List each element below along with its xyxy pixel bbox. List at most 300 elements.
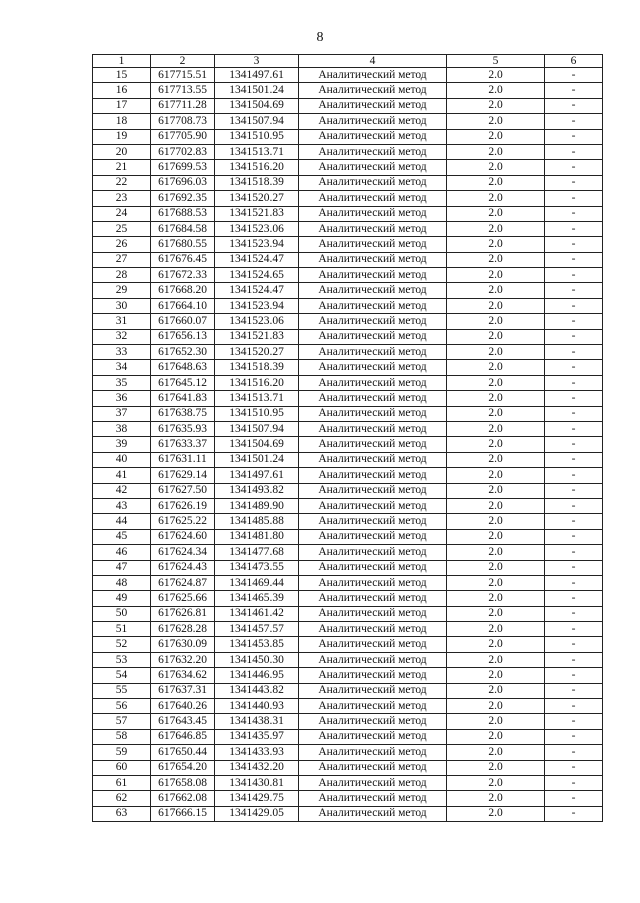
table-cell: 2.0 xyxy=(447,575,545,590)
table-cell: Аналитический метод xyxy=(299,452,447,467)
page-number: 8 xyxy=(316,30,324,45)
table-cell: 50 xyxy=(93,606,151,621)
table-cell: Аналитический метод xyxy=(299,775,447,790)
table-cell: 2.0 xyxy=(447,129,545,144)
table-cell: 617626.19 xyxy=(151,498,215,513)
table-cell: 617624.87 xyxy=(151,575,215,590)
table-cell: 1341501.24 xyxy=(215,452,299,467)
table-cell: 1341504.69 xyxy=(215,98,299,113)
table-cell: 617711.28 xyxy=(151,98,215,113)
table-cell: 1341446.95 xyxy=(215,668,299,683)
table-cell: 2.0 xyxy=(447,652,545,667)
table-cell: Аналитический метод xyxy=(299,314,447,329)
table-cell: Аналитический метод xyxy=(299,483,447,498)
table-cell: 1341432.20 xyxy=(215,760,299,775)
table-cell: 1341507.94 xyxy=(215,114,299,129)
table-cell: Аналитический метод xyxy=(299,191,447,206)
table-row xyxy=(93,806,603,821)
table-cell: Аналитический метод xyxy=(299,360,447,375)
table-row xyxy=(93,421,603,436)
table-cell: 1341450.30 xyxy=(215,652,299,667)
table-cell: Аналитический метод xyxy=(299,421,447,436)
table-cell: - xyxy=(545,606,603,621)
table-cell: 49 xyxy=(93,591,151,606)
table-cell: 1341469.44 xyxy=(215,575,299,590)
table-cell: 617666.15 xyxy=(151,806,215,821)
table-cell: - xyxy=(545,775,603,790)
table-cell: - xyxy=(545,191,603,206)
table-cell: Аналитический метод xyxy=(299,298,447,313)
table-cell: 2.0 xyxy=(447,268,545,283)
table-cell: 33 xyxy=(93,345,151,360)
table-cell: 1341510.95 xyxy=(215,129,299,144)
table-cell: - xyxy=(545,298,603,313)
table-header-row xyxy=(93,55,603,68)
table-cell: - xyxy=(545,575,603,590)
table-cell: 34 xyxy=(93,360,151,375)
table-cell: Аналитический метод xyxy=(299,68,447,83)
table-cell: 2.0 xyxy=(447,68,545,83)
table-row xyxy=(93,406,603,421)
table-cell: - xyxy=(545,652,603,667)
table-cell: 1341507.94 xyxy=(215,421,299,436)
table-cell: - xyxy=(545,144,603,159)
table-cell: 2.0 xyxy=(447,421,545,436)
table-cell: 617646.85 xyxy=(151,729,215,744)
table-cell: Аналитический метод xyxy=(299,622,447,637)
table-cell: 59 xyxy=(93,745,151,760)
table-row xyxy=(93,560,603,575)
table-cell: - xyxy=(545,329,603,344)
table-row xyxy=(93,652,603,667)
table-cell: 617652.30 xyxy=(151,345,215,360)
table-cell: 617664.10 xyxy=(151,298,215,313)
table-cell: 2.0 xyxy=(447,375,545,390)
table-cell: 22 xyxy=(93,175,151,190)
table-cell: Аналитический метод xyxy=(299,745,447,760)
table-row xyxy=(93,237,603,252)
table-cell: - xyxy=(545,545,603,560)
table-cell: 2.0 xyxy=(447,160,545,175)
table-cell: - xyxy=(545,714,603,729)
table-row xyxy=(93,221,603,236)
table-cell: 617662.08 xyxy=(151,791,215,806)
table-cell: 2.0 xyxy=(447,144,545,159)
table-cell: 1341497.61 xyxy=(215,68,299,83)
table-cell: 19 xyxy=(93,129,151,144)
table-cell: 38 xyxy=(93,421,151,436)
table-cell: 1341523.06 xyxy=(215,314,299,329)
table-cell: - xyxy=(545,83,603,98)
table-cell: 617658.08 xyxy=(151,775,215,790)
table-cell: 2.0 xyxy=(447,314,545,329)
table-cell: 1341443.82 xyxy=(215,683,299,698)
table-cell: 617715.51 xyxy=(151,68,215,83)
table-cell: 617626.81 xyxy=(151,606,215,621)
table-cell: 617627.50 xyxy=(151,483,215,498)
table-cell: 26 xyxy=(93,237,151,252)
table-cell: Аналитический метод xyxy=(299,560,447,575)
table-cell: 2.0 xyxy=(447,699,545,714)
table-cell: Аналитический метод xyxy=(299,98,447,113)
table-cell: Аналитический метод xyxy=(299,206,447,221)
table-cell: - xyxy=(545,268,603,283)
table-row xyxy=(93,283,603,298)
table-cell: - xyxy=(545,683,603,698)
table-cell: 617634.62 xyxy=(151,668,215,683)
table-cell: 1341523.94 xyxy=(215,298,299,313)
table-cell: 24 xyxy=(93,206,151,221)
table-row xyxy=(93,160,603,175)
table-cell: Аналитический метод xyxy=(299,683,447,698)
table-cell: Аналитический метод xyxy=(299,375,447,390)
table-cell: 2.0 xyxy=(447,560,545,575)
table-cell: 617684.58 xyxy=(151,221,215,236)
table-row xyxy=(93,252,603,267)
table-cell: 617654.20 xyxy=(151,760,215,775)
table-cell: 1341435.97 xyxy=(215,729,299,744)
table-cell: 1341504.69 xyxy=(215,437,299,452)
table-cell: 15 xyxy=(93,68,151,83)
table-cell: 617641.83 xyxy=(151,391,215,406)
table-cell: Аналитический метод xyxy=(299,498,447,513)
table-cell: 617632.20 xyxy=(151,652,215,667)
table-cell: 1341513.71 xyxy=(215,144,299,159)
table-cell: 30 xyxy=(93,298,151,313)
table-cell: Аналитический метод xyxy=(299,575,447,590)
table-cell: 1341433.93 xyxy=(215,745,299,760)
table-row xyxy=(93,144,603,159)
table-cell: 23 xyxy=(93,191,151,206)
table-cell: 2.0 xyxy=(447,406,545,421)
table-cell: 51 xyxy=(93,622,151,637)
table-cell: 617696.03 xyxy=(151,175,215,190)
table-cell: - xyxy=(545,391,603,406)
table-cell: 2.0 xyxy=(447,360,545,375)
table-cell: Аналитический метод xyxy=(299,652,447,667)
table-cell: 2.0 xyxy=(447,714,545,729)
table-cell: Аналитический метод xyxy=(299,791,447,806)
table-cell: 2.0 xyxy=(447,545,545,560)
table-cell: 617699.53 xyxy=(151,160,215,175)
table-cell: 1341429.75 xyxy=(215,791,299,806)
table-cell: - xyxy=(545,806,603,821)
table-cell: 2.0 xyxy=(447,329,545,344)
table-cell: 46 xyxy=(93,545,151,560)
table-cell: 28 xyxy=(93,268,151,283)
table-row xyxy=(93,329,603,344)
table-row xyxy=(93,83,603,98)
table-cell: - xyxy=(545,791,603,806)
column-header: 3 xyxy=(215,55,299,68)
table-cell: Аналитический метод xyxy=(299,729,447,744)
table-cell: 53 xyxy=(93,652,151,667)
table-cell: 1341438.31 xyxy=(215,714,299,729)
table-cell: 1341524.47 xyxy=(215,283,299,298)
table-cell: 1341477.68 xyxy=(215,545,299,560)
table-cell: 54 xyxy=(93,668,151,683)
table-cell: 1341430.81 xyxy=(215,775,299,790)
table-cell: - xyxy=(545,591,603,606)
table-cell: Аналитический метод xyxy=(299,437,447,452)
table-cell: 617630.09 xyxy=(151,637,215,652)
table-cell: Аналитический метод xyxy=(299,760,447,775)
table-cell: 2.0 xyxy=(447,221,545,236)
table-cell: Аналитический метод xyxy=(299,668,447,683)
table-cell: 62 xyxy=(93,791,151,806)
table-row xyxy=(93,175,603,190)
table-cell: 617637.31 xyxy=(151,683,215,698)
table-cell: - xyxy=(545,668,603,683)
table-cell: 2.0 xyxy=(447,806,545,821)
table-cell: - xyxy=(545,360,603,375)
table-cell: 617680.55 xyxy=(151,237,215,252)
table-cell: 1341516.20 xyxy=(215,375,299,390)
table-cell: 32 xyxy=(93,329,151,344)
column-header: 4 xyxy=(299,55,447,68)
coordinates-table xyxy=(92,54,603,822)
table-cell: - xyxy=(545,175,603,190)
table-cell: 48 xyxy=(93,575,151,590)
table-row xyxy=(93,483,603,498)
table-cell: 39 xyxy=(93,437,151,452)
table-cell: 2.0 xyxy=(447,745,545,760)
table-cell: 2.0 xyxy=(447,391,545,406)
table-cell: 2.0 xyxy=(447,683,545,698)
table-row xyxy=(93,437,603,452)
table-cell: 16 xyxy=(93,83,151,98)
table-cell: Аналитический метод xyxy=(299,268,447,283)
table-cell: 2.0 xyxy=(447,775,545,790)
table-cell: 20 xyxy=(93,144,151,159)
table-cell: 40 xyxy=(93,452,151,467)
table-cell: 58 xyxy=(93,729,151,744)
table-cell: Аналитический метод xyxy=(299,468,447,483)
table-cell: 617672.33 xyxy=(151,268,215,283)
table-cell: 2.0 xyxy=(447,206,545,221)
table-cell: 617643.45 xyxy=(151,714,215,729)
table-cell: 2.0 xyxy=(447,298,545,313)
table-row xyxy=(93,468,603,483)
table-cell: - xyxy=(545,560,603,575)
table-cell: 1341524.65 xyxy=(215,268,299,283)
table-cell: - xyxy=(545,529,603,544)
table-cell: 1341516.20 xyxy=(215,160,299,175)
table-cell: Аналитический метод xyxy=(299,144,447,159)
table-cell: 36 xyxy=(93,391,151,406)
table-cell: 1341493.82 xyxy=(215,483,299,498)
table-row xyxy=(93,360,603,375)
table-cell: 2.0 xyxy=(447,98,545,113)
table-cell: Аналитический метод xyxy=(299,406,447,421)
table-cell: 1341485.88 xyxy=(215,514,299,529)
table-cell: - xyxy=(545,729,603,744)
table-cell: Аналитический метод xyxy=(299,714,447,729)
table-cell: 18 xyxy=(93,114,151,129)
column-header: 1 xyxy=(93,55,151,68)
table-cell: Аналитический метод xyxy=(299,114,447,129)
table-cell: 1341481.80 xyxy=(215,529,299,544)
table-cell: 1341523.06 xyxy=(215,221,299,236)
table-cell: 617625.22 xyxy=(151,514,215,529)
table-cell: - xyxy=(545,283,603,298)
table-cell: 55 xyxy=(93,683,151,698)
table-cell: - xyxy=(545,237,603,252)
table-cell: 2.0 xyxy=(447,452,545,467)
table-row xyxy=(93,775,603,790)
table-cell: 617640.26 xyxy=(151,699,215,714)
table-cell: 1341429.05 xyxy=(215,806,299,821)
table-cell: - xyxy=(545,129,603,144)
table-row xyxy=(93,714,603,729)
table-cell: - xyxy=(545,221,603,236)
table-cell: 617660.07 xyxy=(151,314,215,329)
table-cell: 1341501.24 xyxy=(215,83,299,98)
table-cell: - xyxy=(545,699,603,714)
table-cell: 617688.53 xyxy=(151,206,215,221)
table-cell: 29 xyxy=(93,283,151,298)
table-cell: - xyxy=(545,421,603,436)
table-cell: 31 xyxy=(93,314,151,329)
table-cell: 56 xyxy=(93,699,151,714)
table-cell: 617708.73 xyxy=(151,114,215,129)
table-cell: 35 xyxy=(93,375,151,390)
table-cell: 2.0 xyxy=(447,114,545,129)
table-cell: 617628.28 xyxy=(151,622,215,637)
table-cell: 1341518.39 xyxy=(215,360,299,375)
table-cell: 2.0 xyxy=(447,345,545,360)
table-row xyxy=(93,498,603,513)
table-cell: 27 xyxy=(93,252,151,267)
table-cell: Аналитический метод xyxy=(299,221,447,236)
column-header: 6 xyxy=(545,55,603,68)
table-row xyxy=(93,729,603,744)
table-row xyxy=(93,191,603,206)
table-cell: 1341513.71 xyxy=(215,391,299,406)
table-row xyxy=(93,452,603,467)
table-cell: 617624.34 xyxy=(151,545,215,560)
table-cell: 21 xyxy=(93,160,151,175)
table-cell: - xyxy=(545,98,603,113)
table-cell: 2.0 xyxy=(447,437,545,452)
table-cell: - xyxy=(545,114,603,129)
table-cell: - xyxy=(545,160,603,175)
table-cell: - xyxy=(545,483,603,498)
table-cell: 61 xyxy=(93,775,151,790)
table-cell: Аналитический метод xyxy=(299,329,447,344)
table-cell: Аналитический метод xyxy=(299,160,447,175)
table-row xyxy=(93,606,603,621)
table-cell: 2.0 xyxy=(447,729,545,744)
table-row xyxy=(93,268,603,283)
table-cell: 1341457.57 xyxy=(215,622,299,637)
table-cell: 60 xyxy=(93,760,151,775)
table-cell: - xyxy=(545,498,603,513)
table-row xyxy=(93,314,603,329)
table-cell: 1341461.42 xyxy=(215,606,299,621)
table-cell: 617631.11 xyxy=(151,452,215,467)
table-cell: 2.0 xyxy=(447,637,545,652)
table-cell: Аналитический метод xyxy=(299,529,447,544)
table-row xyxy=(93,298,603,313)
table-cell: Аналитический метод xyxy=(299,283,447,298)
table-cell: 617638.75 xyxy=(151,406,215,421)
table-cell: 1341453.85 xyxy=(215,637,299,652)
table-cell: 42 xyxy=(93,483,151,498)
table-cell: Аналитический метод xyxy=(299,175,447,190)
table-cell: 2.0 xyxy=(447,591,545,606)
table-cell: 52 xyxy=(93,637,151,652)
table-cell: 617635.93 xyxy=(151,421,215,436)
table-cell: 2.0 xyxy=(447,175,545,190)
table-cell: 2.0 xyxy=(447,529,545,544)
table-cell: 617668.20 xyxy=(151,283,215,298)
table-cell: - xyxy=(545,760,603,775)
table-cell: 2.0 xyxy=(447,791,545,806)
table-row xyxy=(93,699,603,714)
table-cell: 1341520.27 xyxy=(215,191,299,206)
table-cell: 1341518.39 xyxy=(215,175,299,190)
table-cell: - xyxy=(545,637,603,652)
table-row xyxy=(93,375,603,390)
table-row xyxy=(93,345,603,360)
table-cell: Аналитический метод xyxy=(299,699,447,714)
table-cell: 37 xyxy=(93,406,151,421)
table-cell: 2.0 xyxy=(447,498,545,513)
table-cell: - xyxy=(545,314,603,329)
table-cell: 44 xyxy=(93,514,151,529)
table-cell: - xyxy=(545,375,603,390)
table-cell: 1341510.95 xyxy=(215,406,299,421)
table-row xyxy=(93,591,603,606)
table-cell: 1341440.93 xyxy=(215,699,299,714)
table-cell: - xyxy=(545,68,603,83)
table-cell: 2.0 xyxy=(447,83,545,98)
table-cell: Аналитический метод xyxy=(299,806,447,821)
table-cell: 1341489.90 xyxy=(215,498,299,513)
table-row xyxy=(93,68,603,83)
table-cell: 1341520.27 xyxy=(215,345,299,360)
table-cell: 2.0 xyxy=(447,191,545,206)
table-cell: Аналитический метод xyxy=(299,237,447,252)
table-cell: 2.0 xyxy=(447,622,545,637)
table-cell: 617656.13 xyxy=(151,329,215,344)
table-cell: Аналитический метод xyxy=(299,391,447,406)
table-body xyxy=(93,68,603,822)
table-row xyxy=(93,791,603,806)
table-cell: - xyxy=(545,345,603,360)
table-cell: Аналитический метод xyxy=(299,591,447,606)
table-cell: 617645.12 xyxy=(151,375,215,390)
table-cell: Аналитический метод xyxy=(299,345,447,360)
table-cell: 2.0 xyxy=(447,283,545,298)
column-header: 5 xyxy=(447,55,545,68)
table-cell: 17 xyxy=(93,98,151,113)
table-cell: - xyxy=(545,206,603,221)
table-row xyxy=(93,760,603,775)
table-row xyxy=(93,114,603,129)
table-row xyxy=(93,391,603,406)
table-cell: Аналитический метод xyxy=(299,514,447,529)
table-cell: - xyxy=(545,452,603,467)
table-row xyxy=(93,206,603,221)
table-cell: Аналитический метод xyxy=(299,129,447,144)
table-cell: 1341497.61 xyxy=(215,468,299,483)
table-cell: 2.0 xyxy=(447,514,545,529)
table-cell: 1341523.94 xyxy=(215,237,299,252)
table-cell: 2.0 xyxy=(447,668,545,683)
table-cell: Аналитический метод xyxy=(299,252,447,267)
